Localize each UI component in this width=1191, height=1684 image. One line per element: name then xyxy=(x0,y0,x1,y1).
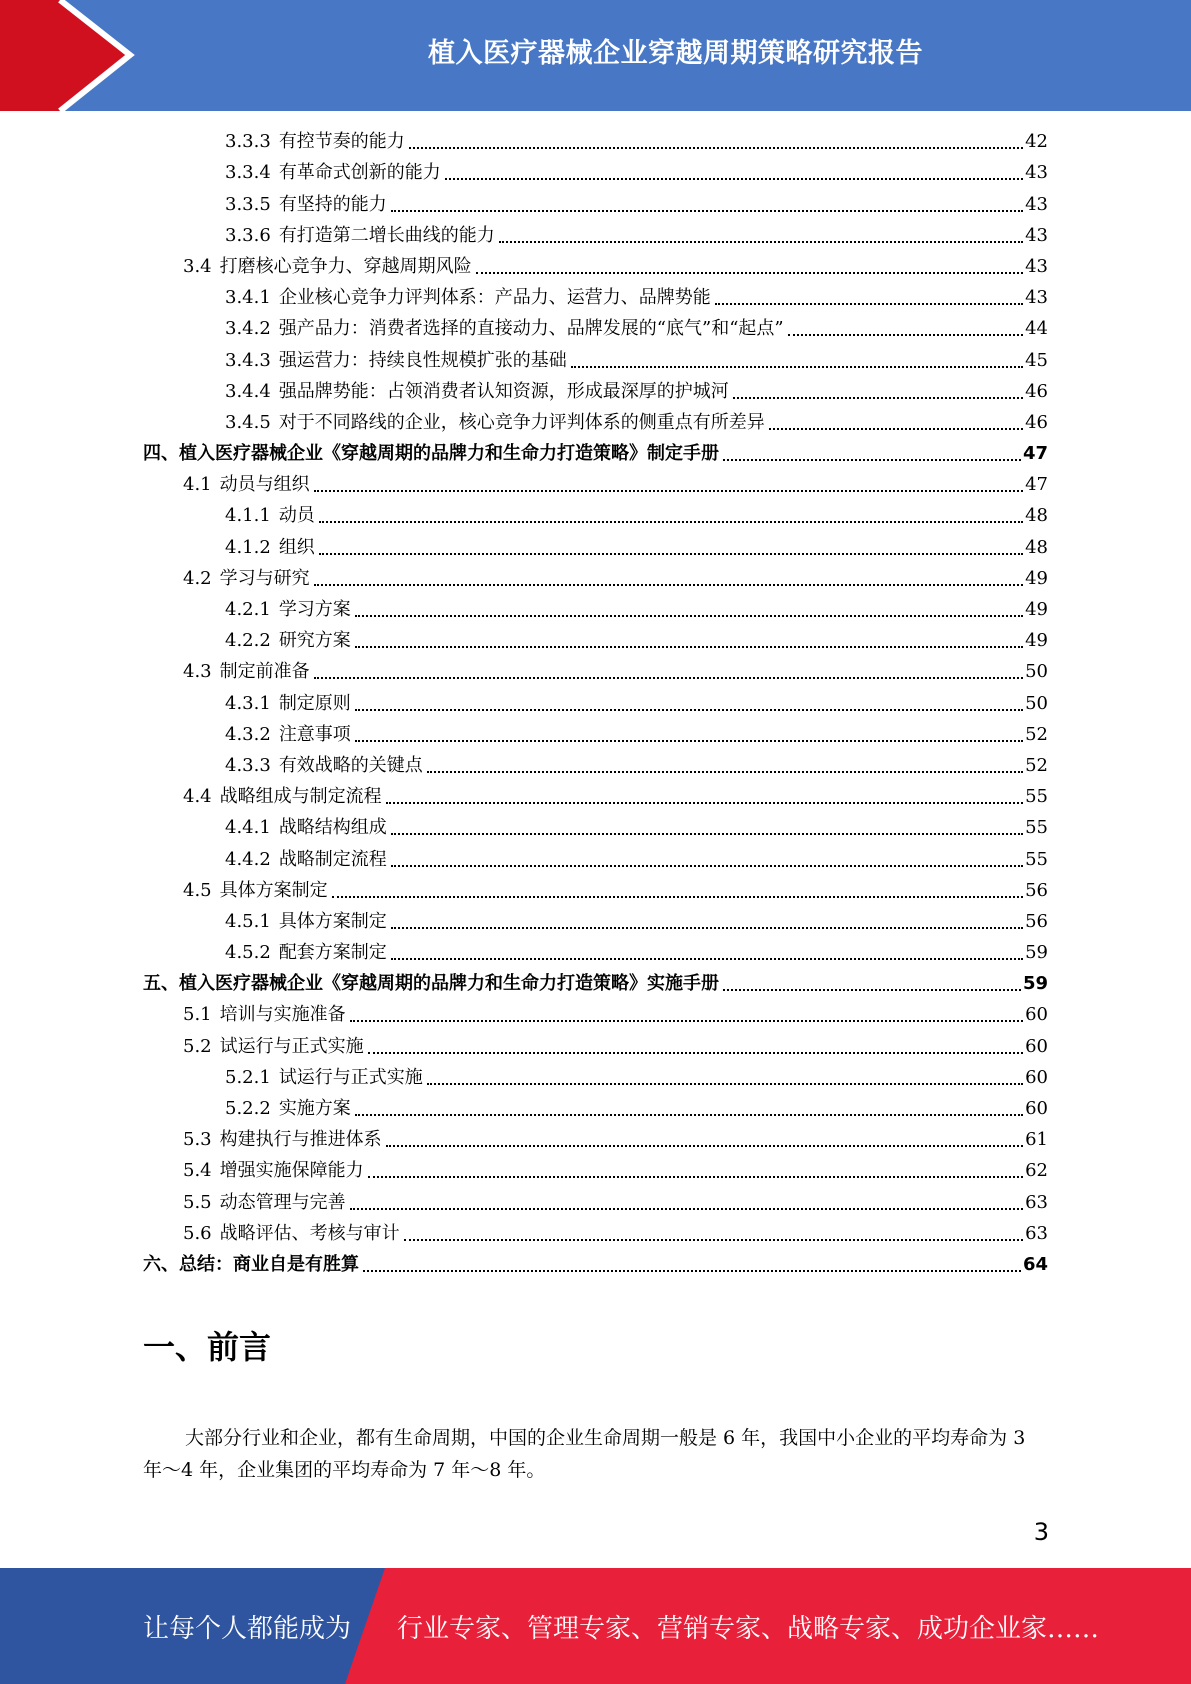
toc-entry-number: 4.2.1 xyxy=(225,599,271,620)
toc-dot-leader xyxy=(788,330,1023,336)
toc-entry[interactable] xyxy=(143,1186,1048,1217)
toc-entry-title: 试运行与正式实施 xyxy=(219,1035,364,1057)
toc-entry-title: 企业核心竞争力评判体系：产品力、运营力、品牌势能 xyxy=(278,287,711,309)
toc-entry-number: 5.6 xyxy=(183,1222,212,1244)
toc-entry-title: 研究方案 xyxy=(278,630,351,652)
toc-dot-leader xyxy=(368,1172,1023,1178)
toc-entry-page: 62 xyxy=(1025,1160,1048,1182)
toc-entry-number: 4.5.2 xyxy=(225,942,271,964)
toc-dot-leader xyxy=(476,268,1023,274)
toc-entry[interactable] xyxy=(143,625,1048,656)
toc-entry-title: 动员 xyxy=(278,505,315,527)
toc-entry[interactable] xyxy=(143,376,1048,407)
toc-entry-title: 强产品力：消费者选择的直接动力、品牌发展的“底气”和“起点” xyxy=(278,318,784,340)
toc-entry-title: 战略结构组成 xyxy=(278,817,387,839)
toc-entry-page: 49 xyxy=(1025,599,1048,620)
toc-dot-leader xyxy=(723,455,1021,461)
toc-dot-leader xyxy=(733,393,1023,399)
toc-entry-number: 3.3.4 xyxy=(225,162,271,184)
toc-entry-page: 43 xyxy=(1025,162,1048,184)
toc-entry-title: 战略制定流程 xyxy=(278,848,387,870)
toc-entry[interactable] xyxy=(143,1062,1048,1093)
report-title: 植入医疗器械企业穿越周期策略研究报告 xyxy=(428,37,923,69)
toc-entry[interactable] xyxy=(143,843,1048,874)
toc-dot-leader xyxy=(391,829,1023,835)
toc-entry-number: 4.1 xyxy=(183,474,212,496)
toc-entry-number: 3.4.3 xyxy=(225,349,271,371)
toc-entry-page: 42 xyxy=(1025,131,1048,153)
toc-entry[interactable] xyxy=(143,563,1048,594)
toc-entry[interactable] xyxy=(143,781,1048,812)
page-footer xyxy=(0,1568,1191,1684)
toc-entry-title: 强运营力：持续良性规模扩张的基础 xyxy=(278,349,567,371)
toc-entry-page: 56 xyxy=(1025,910,1048,932)
toc-entry-page: 56 xyxy=(1025,879,1048,901)
toc-entry[interactable] xyxy=(143,1093,1048,1124)
toc-entry-page: 43 xyxy=(1025,193,1048,215)
toc-entry-title: 战略评估、考核与审计 xyxy=(219,1222,400,1244)
toc-dot-leader xyxy=(355,1110,1023,1116)
toc-entry-page: 50 xyxy=(1025,661,1048,683)
toc-entry-page: 60 xyxy=(1025,1035,1048,1057)
toc-entry[interactable] xyxy=(143,282,1048,313)
toc-dot-leader xyxy=(391,923,1023,929)
toc-entry-title: 有打造第二增长曲线的能力 xyxy=(278,224,495,246)
toc-entry[interactable] xyxy=(143,344,1048,375)
toc-entry-title: 有控节奏的能力 xyxy=(278,131,405,153)
toc-entry-page: 50 xyxy=(1025,692,1048,714)
toc-entry-page: 55 xyxy=(1025,848,1048,870)
toc-dot-leader xyxy=(350,1016,1023,1022)
toc-entry-title: 具体方案制定 xyxy=(278,910,387,932)
toc-dot-leader xyxy=(368,1048,1023,1054)
toc-entry-title: 有坚持的能力 xyxy=(278,193,387,215)
toc-entry[interactable] xyxy=(143,469,1048,500)
toc-entry-number: 4.3 xyxy=(183,661,212,683)
toc-dot-leader xyxy=(363,1266,1021,1272)
toc-entry[interactable] xyxy=(143,999,1048,1030)
toc-entry-number: 5.5 xyxy=(183,1191,212,1213)
toc-dot-leader xyxy=(314,580,1023,586)
toc-dot-leader xyxy=(391,206,1023,212)
toc-entry-number: 4.5 xyxy=(183,879,212,901)
body-paragraph: 大部分行业和企业，都有生命周期，中国的企业生命周期一般是 6 年，我国中小企业的平均寿命为 3 年～4 年，企业集团的平均寿命为 7 年～8 年。 xyxy=(143,1427,1026,1481)
toc-entry-number: 3.4 xyxy=(183,255,212,277)
toc-entry-page: 46 xyxy=(1025,380,1048,402)
toc-entry-page: 59 xyxy=(1022,973,1048,995)
toc-entry-page: 55 xyxy=(1025,817,1048,839)
toc-entry-title: 增强实施保障能力 xyxy=(219,1160,364,1182)
toc-entry-page: 64 xyxy=(1022,1253,1048,1275)
toc-dot-leader xyxy=(445,174,1023,180)
toc-entry[interactable] xyxy=(143,313,1048,344)
toc-entry-page: 48 xyxy=(1025,536,1048,558)
toc-entry-page: 47 xyxy=(1025,474,1048,496)
toc-dot-leader xyxy=(404,1235,1023,1241)
toc-dot-leader xyxy=(314,486,1023,492)
toc-entry-title: 动态管理与完善 xyxy=(219,1191,346,1213)
toc-entry[interactable] xyxy=(143,188,1048,219)
toc-entry-title: 学习方案 xyxy=(278,599,351,620)
table-of-contents xyxy=(143,126,1048,1280)
toc-entry-page: 43 xyxy=(1025,255,1048,277)
toc-entry-number: 3.4.5 xyxy=(225,411,271,433)
toc-dot-leader xyxy=(386,1141,1023,1147)
toc-entry-number: 5.4 xyxy=(183,1160,212,1182)
toc-entry-number: 3.3.6 xyxy=(225,224,271,246)
toc-entry[interactable] xyxy=(143,1218,1048,1249)
toc-entry-number: 5.2.2 xyxy=(225,1098,271,1119)
toc-entry-number: 4.4.1 xyxy=(225,817,271,839)
toc-dot-leader xyxy=(355,736,1023,742)
section-heading: 一、前言 xyxy=(143,1328,272,1366)
toc-entry-title: 打磨核心竞争力、穿越周期风险 xyxy=(219,255,472,277)
toc-entry-page: 48 xyxy=(1025,505,1048,527)
toc-dot-leader xyxy=(350,1204,1023,1210)
toc-entry-page: 49 xyxy=(1025,567,1048,589)
toc-dot-leader xyxy=(314,673,1023,679)
toc-dot-leader xyxy=(386,798,1023,804)
toc-entry-title: 注意事项 xyxy=(278,723,351,745)
toc-dot-leader xyxy=(571,362,1023,368)
toc-dot-leader xyxy=(355,705,1023,711)
toc-entry-page: 60 xyxy=(1025,1098,1048,1119)
page-header xyxy=(0,0,1191,111)
toc-entry-page: 43 xyxy=(1025,224,1048,246)
toc-entry-title: 实施方案 xyxy=(278,1098,351,1119)
toc-entry-page: 63 xyxy=(1025,1191,1048,1213)
toc-dot-leader xyxy=(319,549,1023,555)
toc-entry[interactable] xyxy=(143,937,1048,968)
toc-dot-leader xyxy=(355,611,1023,617)
toc-entry[interactable] xyxy=(143,968,1048,999)
toc-entry[interactable] xyxy=(143,500,1048,531)
toc-entry-title: 四、植入医疗器械企业《穿越周期的品牌力和生命力打造策略》制定手册 xyxy=(143,443,719,465)
toc-entry-page: 52 xyxy=(1025,723,1048,745)
toc-entry-title: 试运行与正式实施 xyxy=(278,1066,423,1088)
toc-dot-leader xyxy=(427,1079,1023,1085)
toc-dot-leader xyxy=(715,299,1023,305)
toc-entry-title: 动员与组织 xyxy=(219,474,310,496)
toc-entry-page: 44 xyxy=(1025,318,1048,340)
toc-entry[interactable] xyxy=(143,438,1048,469)
toc-entry-number: 5.1 xyxy=(183,1004,212,1026)
toc-entry[interactable] xyxy=(143,126,1048,157)
toc-entry-page: 63 xyxy=(1025,1222,1048,1244)
toc-entry[interactable] xyxy=(143,750,1048,781)
toc-entry-title: 学习与研究 xyxy=(219,567,310,589)
toc-entry-page: 59 xyxy=(1025,942,1048,964)
toc-entry-number: 5.2.1 xyxy=(225,1066,271,1088)
toc-dot-leader xyxy=(769,424,1023,430)
toc-dot-leader xyxy=(355,642,1023,648)
toc-entry[interactable] xyxy=(143,812,1048,843)
toc-entry-title: 制定前准备 xyxy=(219,661,310,683)
toc-entry-page: 55 xyxy=(1025,786,1048,808)
toc-dot-leader xyxy=(427,767,1023,773)
toc-entry-number: 4.2 xyxy=(183,567,212,589)
toc-entry-number: 4.4.2 xyxy=(225,848,271,870)
toc-entry-page: 46 xyxy=(1025,411,1048,433)
toc-entry-title: 五、植入医疗器械企业《穿越周期的品牌力和生命力打造策略》实施手册 xyxy=(143,973,719,995)
toc-entry-number: 4.2.2 xyxy=(225,630,271,652)
toc-entry[interactable] xyxy=(143,251,1048,282)
toc-entry-page: 60 xyxy=(1025,1004,1048,1026)
toc-entry[interactable] xyxy=(143,687,1048,718)
toc-entry[interactable] xyxy=(143,875,1048,906)
toc-entry[interactable] xyxy=(143,1124,1048,1155)
toc-entry[interactable] xyxy=(143,1249,1048,1280)
toc-entry-number: 4.1.1 xyxy=(225,505,271,527)
toc-entry[interactable] xyxy=(143,594,1048,625)
toc-entry-title: 有效战略的关键点 xyxy=(278,754,423,776)
toc-entry[interactable] xyxy=(143,407,1048,438)
footer-slogan-right: 行业专家、管理专家、营销专家、战略专家、成功企业家…… xyxy=(397,1613,1100,1644)
header-arrow-decoration xyxy=(0,0,160,111)
toc-entry-number: 4.3.1 xyxy=(225,692,271,714)
toc-entry-number: 3.3.3 xyxy=(225,131,271,153)
toc-entry-number: 4.1.2 xyxy=(225,536,271,558)
toc-dot-leader xyxy=(332,892,1023,898)
toc-entry[interactable] xyxy=(143,220,1048,251)
toc-entry-number: 3.4.1 xyxy=(225,287,271,309)
toc-entry-title: 组织 xyxy=(278,536,315,558)
toc-entry-number: 3.4.4 xyxy=(225,380,271,402)
toc-entry-page: 49 xyxy=(1025,630,1048,652)
toc-entry-number: 3.4.2 xyxy=(225,318,271,340)
toc-dot-leader xyxy=(391,954,1023,960)
toc-entry-title: 战略组成与制定流程 xyxy=(219,786,382,808)
toc-entry-title: 对于不同路线的企业，核心竞争力评判体系的侧重点有所差异 xyxy=(278,411,765,433)
toc-entry-page: 47 xyxy=(1022,443,1048,465)
toc-entry-title: 具体方案制定 xyxy=(219,879,328,901)
toc-entry-title: 六、总结：商业自是有胜算 xyxy=(143,1253,359,1275)
toc-entry-number: 4.5.1 xyxy=(225,910,271,932)
toc-entry-number: 4.3.2 xyxy=(225,723,271,745)
toc-entry-title: 培训与实施准备 xyxy=(219,1004,346,1026)
toc-entry-title: 构建执行与推进体系 xyxy=(219,1129,382,1151)
toc-entry-title: 制定原则 xyxy=(278,692,351,714)
toc-entry[interactable] xyxy=(143,531,1048,562)
toc-entry-number: 4.3.3 xyxy=(225,754,271,776)
toc-entry-title: 配套方案制定 xyxy=(278,942,387,964)
toc-entry[interactable] xyxy=(143,1155,1048,1186)
toc-entry-title: 有革命式创新的能力 xyxy=(278,162,441,184)
toc-entry[interactable] xyxy=(143,1030,1048,1061)
toc-entry-page: 61 xyxy=(1025,1129,1048,1151)
toc-entry[interactable] xyxy=(143,656,1048,687)
toc-entry-page: 52 xyxy=(1025,754,1048,776)
toc-dot-leader xyxy=(723,985,1021,991)
toc-entry[interactable] xyxy=(143,906,1048,937)
page-number: 3 xyxy=(1033,1518,1049,1546)
toc-dot-leader xyxy=(409,143,1023,149)
toc-entry-number: 5.2 xyxy=(183,1035,212,1057)
toc-entry-page: 45 xyxy=(1025,349,1048,371)
toc-entry-title: 强品牌势能：占领消费者认知资源，形成最深厚的护城河 xyxy=(278,380,729,402)
toc-entry-page: 60 xyxy=(1025,1066,1048,1088)
toc-dot-leader xyxy=(499,237,1023,243)
toc-entry[interactable] xyxy=(143,719,1048,750)
toc-entry-page: 43 xyxy=(1025,287,1048,309)
toc-entry[interactable] xyxy=(143,157,1048,188)
toc-entry-number: 4.4 xyxy=(183,786,212,808)
toc-dot-leader xyxy=(391,861,1023,867)
toc-dot-leader xyxy=(319,517,1023,523)
toc-entry-number: 5.3 xyxy=(183,1129,212,1151)
footer-slogan-left: 让每个人都能成为 xyxy=(143,1613,352,1644)
toc-entry-number: 3.3.5 xyxy=(225,193,271,215)
